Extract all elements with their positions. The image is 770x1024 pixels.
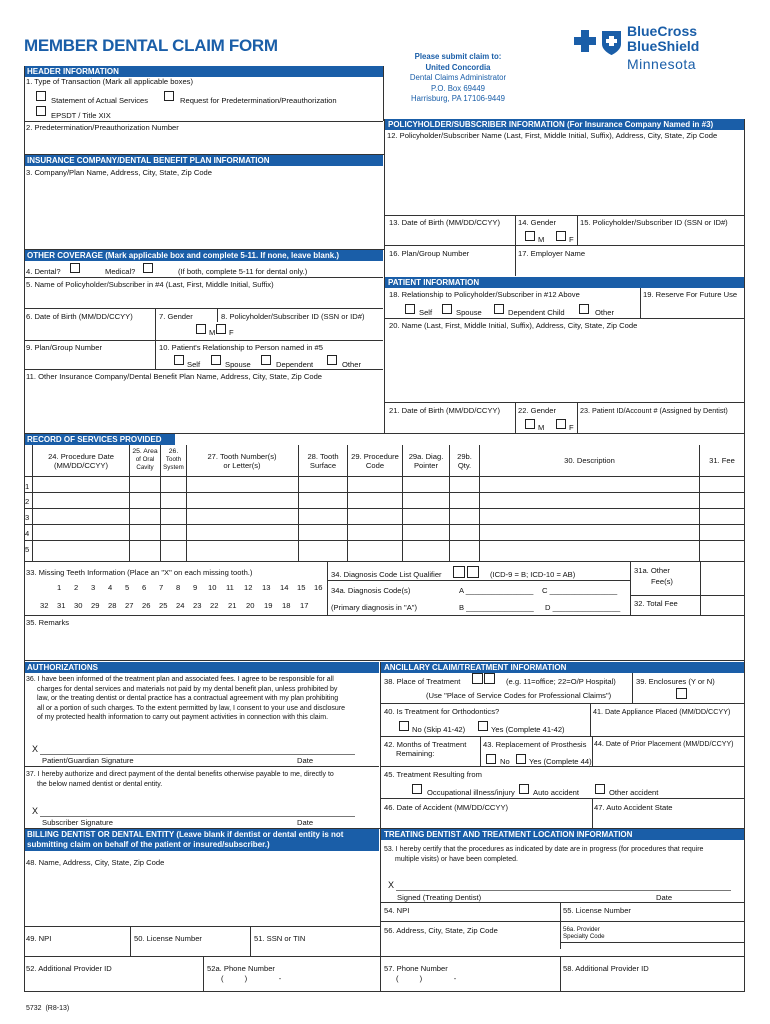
m-label: M [209, 328, 216, 337]
tooth-16[interactable]: 16 [314, 583, 323, 592]
other-fees-label-2: Fee(s) [651, 577, 673, 586]
specialty-code-label: 56a. Provider [563, 926, 600, 933]
tooth-28[interactable]: 28 [108, 601, 117, 610]
logo-line: BlueShield [627, 38, 700, 54]
other-fees-label: 31a. Other [634, 566, 670, 575]
tooth-7[interactable]: 7 [159, 583, 164, 592]
relationship-label: 10. Patient's Relationship to Person named in #5 [159, 343, 323, 352]
prosthesis-yes-label: Yes (Complete 44) [529, 757, 592, 766]
patient-gender-f-checkbox[interactable] [556, 419, 566, 429]
certify-line1: 53. I hereby certify that the procedures as indicated by date are in progress (for procedures that require [384, 846, 704, 853]
subscriber-signature-line[interactable] [40, 816, 355, 817]
place-box-1[interactable] [472, 673, 483, 684]
billing-heading [24, 829, 379, 851]
col-tooth-system: 26. [168, 448, 179, 455]
pat-dependent-checkbox[interactable] [494, 304, 504, 314]
tooth-20[interactable]: 20 [246, 601, 255, 610]
billing-license-label: 50. License Number [134, 934, 202, 943]
qualifier-box-1[interactable] [453, 566, 465, 578]
auto-accident-label: Auto accident [533, 788, 580, 797]
col-qty: 29b. [457, 452, 472, 461]
missing-teeth-label: 33. Missing Teeth Information (Place an "X" on each missing tooth.) [26, 568, 253, 577]
ortho-yes-checkbox[interactable] [478, 721, 488, 731]
prosthesis-no-label: No [500, 757, 510, 766]
medical-label: Medical? [105, 267, 136, 276]
prosthesis-no-checkbox[interactable] [486, 754, 496, 764]
submit-line: Dental Claims Administrator [409, 73, 507, 82]
patient-signature-label: Patient/Guardian Signature [42, 756, 134, 765]
policyholder-dob-label: 13. Date of Birth (MM/DD/CCYY) [389, 218, 500, 227]
occupational-checkbox[interactable] [412, 784, 422, 794]
enclosures-label: 39. Enclosures (Y or N) [636, 677, 715, 686]
tooth-12[interactable]: 12 [244, 583, 253, 592]
policyholder-gender-label: 14. Gender [518, 218, 556, 227]
treating-address-label: 56. Address, City, State, Zip Code [384, 926, 498, 935]
tooth-8[interactable]: 8 [176, 583, 181, 592]
treating-provider-id-label: 58. Additional Provider ID [563, 964, 649, 973]
policyholder-gender-m-checkbox[interactable] [525, 231, 535, 241]
other-gender-label: 7. Gender [159, 312, 193, 321]
pat-spouse-checkbox[interactable] [442, 304, 452, 314]
both-note: (If both, complete 5-11 for dental only.) [178, 267, 308, 276]
col-tooth-number: or Letter(s) [223, 461, 261, 470]
policyholder-name-label: 12. Policyholder/Subscriber Name (Last, First, Middle Initial, Suffix), Address, City, State, Zip Code [387, 131, 718, 140]
col-description: 30. Description [564, 456, 615, 465]
billing-phone-label: 52a. Phone Number [207, 964, 275, 973]
remarks-label: 35. Remarks [26, 618, 70, 627]
rel-spouse-label: Spouse [225, 360, 251, 369]
patient-signature-date: Date [297, 756, 314, 765]
patient-signature-line[interactable] [40, 754, 355, 755]
tooth-18[interactable]: 18 [282, 601, 291, 610]
epsdt-checkbox[interactable] [36, 106, 46, 116]
col-qty: Qty. [457, 461, 472, 470]
predetermination-number-label: 2. Predetermination/Preauthorization Number [26, 123, 179, 132]
authorize-payment-line1: 37. I hereby authorize and direct payment of the dental benefits otherwise payable to me, directly to [26, 771, 334, 778]
form-number: 5732 (R8-13) [26, 1005, 70, 1012]
tooth-24[interactable]: 24 [176, 601, 185, 610]
signature-x: X [32, 806, 39, 816]
months-remaining-label: Remaining: [396, 749, 435, 758]
other-subscriber-id-label: 8. Policyholder/Subscriber ID (SSN or ID#) [221, 312, 365, 321]
tooth-10[interactable]: 10 [208, 583, 217, 592]
col-diag-pointer: Pointer [413, 461, 439, 470]
place-of-treatment-label: 38. Place of Treatment [384, 677, 461, 686]
tooth-14[interactable]: 14 [280, 583, 289, 592]
f-label: F [229, 328, 234, 337]
prosthesis-label: 43. Replacement of Prosthesis [483, 740, 587, 749]
auto-accident-checkbox[interactable] [519, 784, 529, 794]
treating-license-label: 55. License Number [563, 906, 631, 915]
pat-self-label: Self [419, 308, 433, 317]
prior-placement-label: 44. Date of Prior Placement (MM/DD/CCYY) [594, 740, 734, 748]
treating-phone-field[interactable]: ( ) - [396, 974, 457, 983]
billing-npi-label: 49. NPI [26, 934, 52, 943]
company-plan-label: 3. Company/Plan Name, Address, City, State, Zip Code [26, 168, 212, 177]
table-row: 2 [25, 497, 30, 506]
diag-c[interactable]: C ________________ [542, 586, 618, 595]
col-procedure-code: 29. Procedure [351, 452, 399, 461]
appliance-date-label: 41. Date Appliance Placed (MM/DD/CCYY) [593, 707, 731, 716]
col-tooth-surface: Surface [309, 461, 337, 470]
rel-other-label: Other [342, 360, 361, 369]
subscriber-signature-label: Subscriber Signature [42, 818, 113, 827]
other-accident-label: Other accident [609, 788, 659, 797]
submit-line: Please submit claim to: [414, 52, 502, 61]
header-information-heading: HEADER INFORMATION [24, 66, 383, 77]
tooth-23[interactable]: 23 [193, 601, 202, 610]
pat-other-label: Other [595, 308, 614, 317]
rel-dependent-label: Dependent [276, 360, 314, 369]
tooth-31[interactable]: 31 [57, 601, 66, 610]
billing-provider-id-label: 52. Additional Provider ID [26, 964, 112, 973]
treating-signature-date: Date [656, 893, 673, 902]
rel-other-checkbox[interactable] [327, 355, 337, 365]
epsdt-label: EPSDT / Title XIX [51, 111, 111, 120]
orthodontics-label: 40. Is Treatment for Orthodontics? [384, 707, 500, 716]
qualifier-box-2[interactable] [467, 566, 479, 578]
patient-gender-label: 22. Gender [518, 406, 556, 415]
predetermination-label: Request for Predetermination/Preauthorization [180, 96, 337, 105]
tooth-29[interactable]: 29 [91, 601, 100, 610]
tooth-5[interactable]: 5 [125, 583, 130, 592]
tooth-6[interactable]: 6 [142, 583, 147, 592]
col-area: 25. Area [132, 448, 158, 455]
auth-line: 36. I have been informed of the treatment plan and associated fees. I agree to be responsible for all [26, 676, 334, 683]
table-row: 5 [25, 545, 30, 554]
patient-account-label: 23. Patient ID/Account # (Assigned by Dentist) [580, 406, 728, 415]
total-fee-label: 32. Total Fee [634, 599, 678, 608]
col-tooth-system: Tooth [165, 456, 182, 463]
services-table [24, 445, 744, 565]
reserve-label: 19. Reserve For Future Use [643, 290, 738, 299]
rel-self-label: Self [187, 360, 201, 369]
form-title: MEMBER DENTAL CLAIM FORM [24, 36, 278, 55]
dental-label: 4. Dental? [26, 267, 61, 276]
other-insurance-label: 11. Other Insurance Company/Dental Benefit Plan Name, Address, City, State, Zip Code [26, 372, 323, 381]
tooth-9[interactable]: 9 [193, 583, 198, 592]
tooth-1[interactable]: 1 [57, 583, 62, 592]
tooth-2[interactable]: 2 [74, 583, 79, 592]
treating-signature-label: Signed (Treating Dentist) [397, 893, 482, 902]
plan-group-label: 16. Plan/Group Number [389, 249, 470, 258]
treating-phone-label: 57. Phone Number [384, 964, 448, 973]
tooth-22[interactable]: 22 [210, 601, 219, 610]
employer-label: 17. Employer Name [518, 249, 586, 258]
treating-heading: TREATING DENTIST AND TREATMENT LOCATION INFORMATION [381, 829, 744, 840]
diagnosis-qualifier-label: 34. Diagnosis Code List Qualifier [331, 570, 442, 579]
months-treatment-label: 42. Months of Treatment [384, 740, 467, 749]
occupational-label: Occupational illness/injury [427, 788, 515, 797]
actual-services-label: Statement of Actual Services [51, 96, 149, 105]
authorize-payment-line2: the below named dentist or dental entity. [37, 781, 163, 788]
submit-line: Harrisburg, PA 17106-9449 [411, 94, 505, 103]
submit-line: P.O. Box 69449 [430, 83, 486, 93]
other-gender-f-checkbox[interactable] [216, 324, 226, 334]
policyholder-heading: POLICYHOLDER/SUBSCRIBER INFORMATION (For Insurance Company Named in #3) [385, 119, 744, 130]
pat-spouse-label: Spouse [456, 308, 482, 317]
insurance-heading: INSURANCE COMPANY/DENTAL BENEFIT PLAN INFORMATION [24, 155, 383, 166]
submit-line: United Concordia [425, 62, 491, 72]
rel-dependent-checkbox[interactable] [261, 355, 271, 365]
place-box-2[interactable] [484, 673, 495, 684]
medical-checkbox[interactable] [143, 263, 153, 273]
col-area: Cavity [136, 464, 154, 471]
table-row: 1 [25, 482, 30, 491]
auth-line: charges for dental services and materials not paid by my dental benefit plan, unless prohibited by [37, 685, 338, 693]
tooth-26[interactable]: 26 [142, 601, 151, 610]
cross-shield-icon [573, 28, 625, 58]
diag-d[interactable]: D ________________ [545, 603, 621, 612]
submit-address [388, 52, 528, 105]
pat-dependent-label: Dependent Child [508, 308, 565, 317]
pat-other-checkbox[interactable] [579, 304, 589, 314]
f-label: F [569, 423, 574, 432]
diag-b[interactable]: B ________________ [459, 603, 534, 612]
col-procedure-date: 24. Procedure Date [48, 452, 114, 461]
tooth-4[interactable]: 4 [108, 583, 113, 592]
auth-line: of my protected health information to carry out payment activities in connection with this claim. [37, 714, 329, 721]
pat-self-checkbox[interactable] [405, 304, 415, 314]
ortho-no-label: No (Skip 41-42) [412, 725, 466, 734]
tooth-27[interactable]: 27 [125, 601, 134, 610]
treating-npi-label: 54. NPI [384, 906, 410, 915]
accident-state-label: 47. Auto Accident State [594, 803, 673, 812]
col-procedure-code: Code [365, 461, 385, 470]
predetermination-checkbox[interactable] [164, 91, 174, 101]
tooth-3[interactable]: 3 [91, 583, 96, 592]
other-dob-label: 6. Date of Birth (MM/DD/CCYY) [26, 312, 133, 321]
tooth-19[interactable]: 19 [264, 601, 273, 610]
primary-diagnosis-note: (Primary diagnosis in "A") [331, 603, 417, 612]
tooth-17[interactable]: 17 [300, 601, 309, 610]
remarks-field[interactable] [24, 628, 744, 658]
tooth-25[interactable]: 25 [159, 601, 168, 610]
policyholder-id-label: 15. Policyholder/Subscriber ID (SSN or ID#) [580, 218, 728, 227]
patient-gender-m-checkbox[interactable] [525, 419, 535, 429]
transaction-type-label: 1. Type of Transaction (Mark all applicable boxes) [26, 77, 194, 86]
diagnosis-codes-label: 34a. Diagnosis Code(s) [331, 586, 411, 595]
other-accident-checkbox[interactable] [595, 784, 605, 794]
col-fee: 31. Fee [709, 456, 735, 465]
billing-phone-field[interactable]: ( ) - [221, 974, 282, 983]
actual-services-checkbox[interactable] [36, 91, 46, 101]
tooth-21[interactable]: 21 [228, 601, 237, 610]
table-row: 3 [25, 513, 30, 522]
billing-heading-line: submitting claim on behalf of the patient or insured/subscriber.) [27, 840, 270, 849]
patient-dob-label: 21. Date of Birth (MM/DD/CCYY) [389, 406, 500, 415]
billing-name-label: 48. Name, Address, City, State, Zip Code [26, 858, 165, 867]
diag-a[interactable]: A ________________ [459, 586, 534, 595]
tooth-11[interactable]: 11 [226, 583, 234, 592]
specialty-code-label-2: Specialty Code [563, 933, 605, 940]
tooth-15[interactable]: 15 [297, 583, 306, 592]
place-example: (e.g. 11=office; 22=O/P Hospital) [506, 677, 616, 686]
tooth-30[interactable]: 30 [74, 601, 83, 610]
treatment-resulting-label: 45. Treatment Resulting from [384, 770, 482, 779]
rel-spouse-checkbox[interactable] [211, 355, 221, 365]
other-gender-m-checkbox[interactable] [196, 324, 206, 334]
accident-date-label: 46. Date of Accident (MM/DD/CCYY) [384, 803, 509, 812]
certify-line2: multiple visits) or have been completed. [395, 856, 518, 863]
logo [573, 24, 743, 84]
patient-name-label: 20. Name (Last, First, Middle Initial, Suffix), Address, City, State, Zip Code [389, 321, 638, 330]
relationship-12-label: 18. Relationship to Policyholder/Subscriber in #12 Above [389, 290, 580, 299]
ortho-no-checkbox[interactable] [399, 721, 409, 731]
dental-checkbox[interactable] [70, 263, 80, 273]
company-plan-field[interactable] [24, 178, 383, 248]
col-area: of Oral [135, 456, 155, 463]
enclosures-box[interactable] [676, 688, 687, 699]
tooth-13[interactable]: 13 [262, 583, 271, 592]
other-plan-group-label: 9. Plan/Group Number [26, 343, 102, 352]
col-diag-pointer: 29a. Diag. [408, 452, 444, 461]
predetermination-number-field[interactable] [24, 132, 383, 154]
signature-x: X [32, 744, 39, 754]
ortho-yes-label: Yes (Complete 41-42) [491, 725, 565, 734]
f-label: F [569, 235, 574, 244]
auth-line: law, or the treating dentist or dental practice has a contractual agreement with my plan prohibiting [37, 695, 339, 702]
auth-line: all or a portion of such charges. To the extent permitted by law, I consent to your use and disclosure [37, 704, 346, 712]
m-label: M [538, 423, 545, 432]
other-coverage-heading: OTHER COVERAGE (Mark applicable box and complete 5-11. If none, leave blank.) [24, 250, 383, 261]
col-tooth-system: System [163, 464, 184, 471]
logo-line: BlueCross [627, 23, 698, 39]
col-tooth-surface: 28. Tooth [307, 452, 339, 461]
prosthesis-yes-checkbox[interactable] [516, 754, 526, 764]
authorizations-heading: AUTHORIZATIONS [24, 662, 379, 673]
patient-heading: PATIENT INFORMATION [385, 277, 744, 288]
signature-x: X [388, 880, 395, 890]
icd-note: (ICD-9 = B; ICD-10 = AB) [490, 570, 576, 579]
logo-line: Minnesota [627, 56, 697, 72]
m-label: M [538, 235, 545, 244]
billing-ssn-tin-label: 51. SSN or TIN [254, 934, 306, 943]
rel-self-checkbox[interactable] [174, 355, 184, 365]
services-heading: RECORD OF SERVICES PROVIDED [24, 434, 175, 445]
billing-heading-line: BILLING DENTIST OR DENTAL ENTITY (Leave blank if dentist or dental entity is not [27, 830, 344, 839]
other-policyholder-name-label: 5. Name of Policyholder/Subscriber in #4 (Last, First, Middle Initial, Suffix) [26, 280, 274, 289]
col-procedure-date-format: (MM/DD/CCYY) [54, 461, 108, 470]
col-tooth-number: 27. Tooth Number(s) [207, 452, 277, 461]
policyholder-gender-f-checkbox[interactable] [556, 231, 566, 241]
tooth-32[interactable]: 32 [40, 601, 49, 610]
place-codes-note: (Use "Place of Service Codes for Professional Claims") [426, 691, 612, 700]
subscriber-signature-date: Date [297, 818, 314, 827]
table-row: 4 [25, 529, 30, 538]
treating-signature-line[interactable] [396, 890, 731, 891]
ancillary-heading: ANCILLARY CLAIM/TREATMENT INFORMATION [381, 662, 744, 673]
